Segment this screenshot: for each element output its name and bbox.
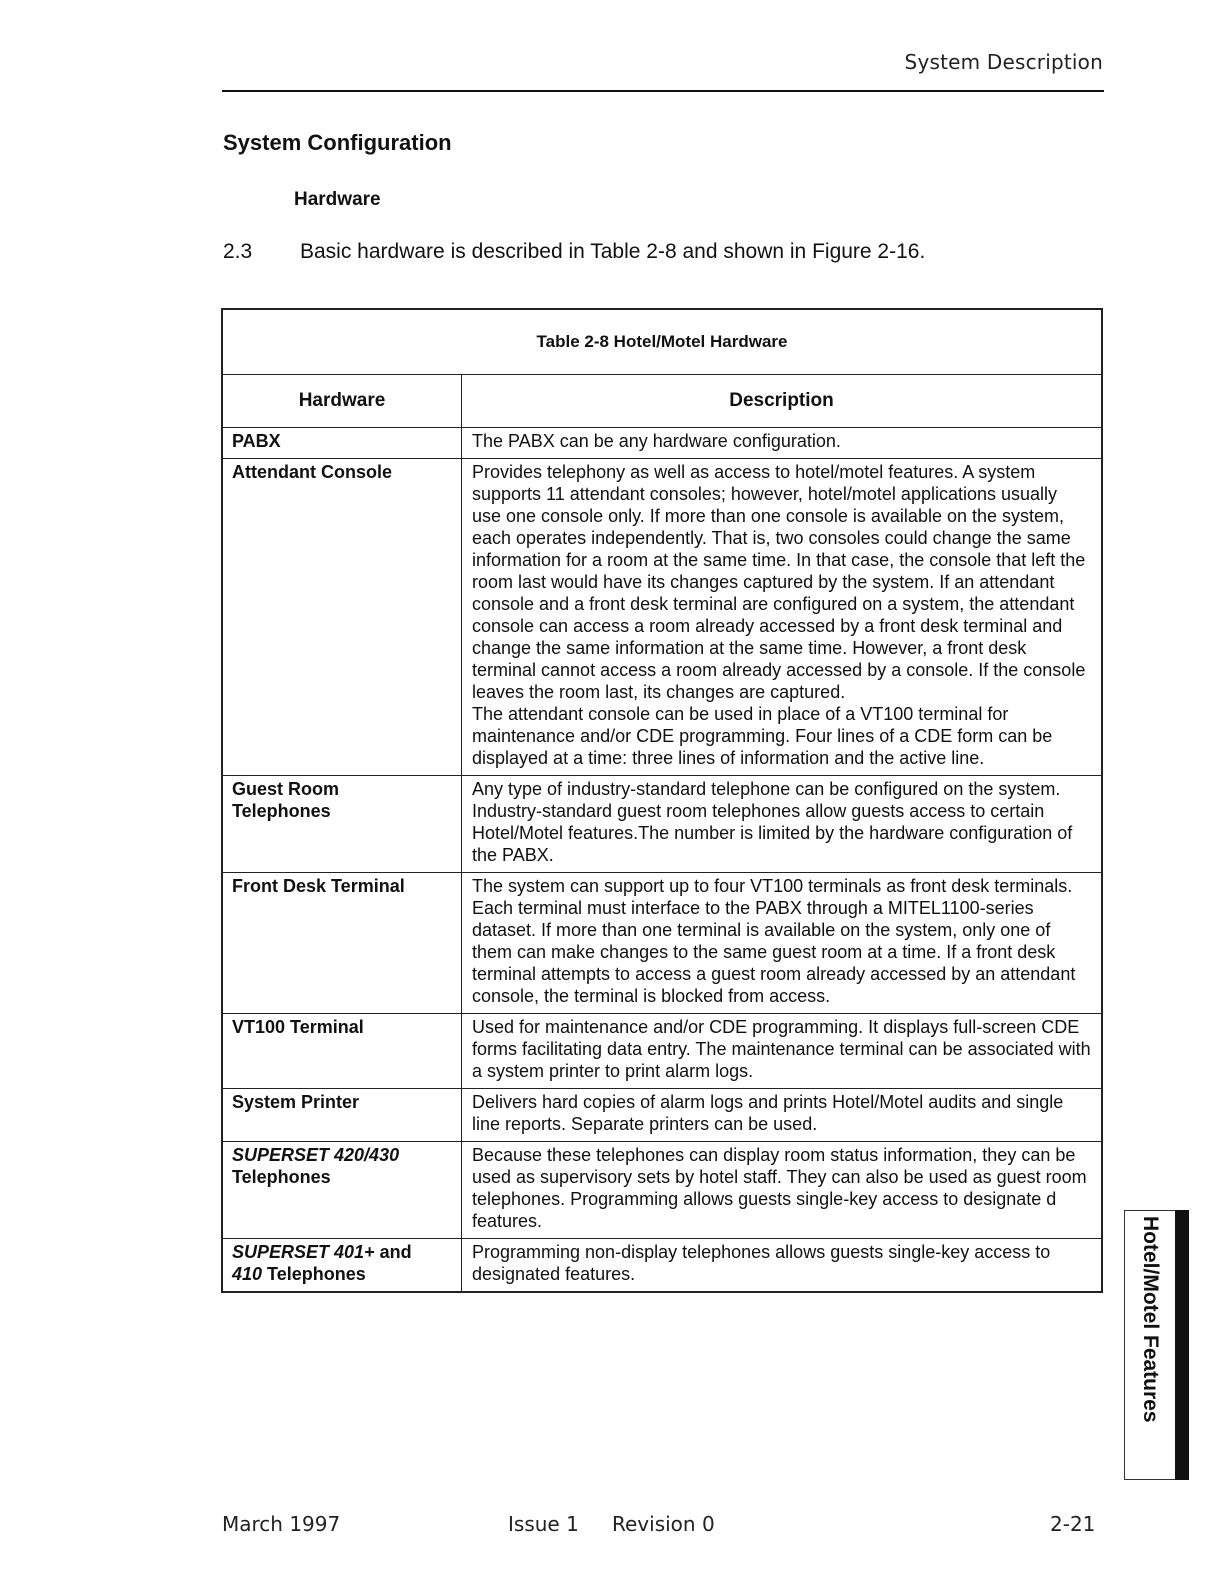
hardware-name: VT100 Terminal (222, 1014, 462, 1089)
column-header-description: Description (462, 375, 1103, 428)
hardware-name (222, 1142, 462, 1239)
hardware-description (462, 776, 1103, 873)
footer-issue: Issue 1 (508, 1512, 579, 1536)
hardware-description (462, 1014, 1103, 1089)
hardware-description (462, 459, 1103, 776)
product-name: SUPERSET 420/430 (232, 1145, 400, 1165)
description-paragraph: Because these telephones can display room status information, they can be used as supervisory sets by hotel staff. They can also be used as guest room telephones. Programming allows guests single-key access to designate d features. (472, 1145, 1087, 1231)
table-row (222, 1014, 1102, 1089)
product-conjunction: and (374, 1242, 417, 1262)
paragraph-text: Basic hardware is described in Table 2-8 and shown in Figure 2-16. (300, 240, 926, 263)
product-name: SUPERSET 401+ (232, 1242, 375, 1262)
hardware-description (462, 428, 1103, 459)
footer-revision: Revision 0 (612, 1512, 715, 1536)
hardware-name: System Printer (222, 1089, 462, 1142)
table-row (222, 459, 1102, 776)
hardware-name: PABX (222, 428, 462, 459)
description-paragraph: Any type of industry-standard telephone can be configured on the system. Industry-standard guest room telephones allow guests access to certain Hotel/Motel features.The number is limited by the hardware configuration of the PABX. (472, 779, 1073, 865)
hardware-table (221, 308, 1103, 1293)
footer-date: March 1997 (222, 1512, 341, 1536)
hardware-description (462, 1142, 1103, 1239)
hardware-name (222, 1239, 462, 1293)
table-row (222, 776, 1102, 873)
table-row (222, 873, 1102, 1014)
description-paragraph: Provides telephony as well as access to hotel/motel features. A system supports 11 attendant consoles; however, hotel/motel applications usually use one console only. If more than one console is available on the system, each operates independently. That is, two consoles could change the same information for a room at the same time. In that case, the console that left the room last would have its changes captured by the system. If an attendant console and a front desk terminal are configured on a system, the attendant console can access a room already accessed by a front desk terminal and change the same information at the same time. However, a front desk terminal cannot access a room already accessed by a console. If the console leaves the room last, its changes are captured. (472, 462, 1086, 702)
description-paragraph: Used for maintenance and/or CDE programming. It displays full-screen CDE forms facilitating data entry. The maintenance terminal can be associated with a system printer to print alarm logs. (472, 1017, 1091, 1081)
description-paragraph: The PABX can be any hardware configuration. (472, 431, 841, 451)
product-suffix: Telephones (232, 1167, 331, 1187)
description-paragraph: Programming non-display telephones allows guests single-key access to designated features. (472, 1242, 1051, 1284)
table-row (222, 428, 1102, 459)
table-row (222, 1239, 1102, 1293)
hardware-name: Guest Room Telephones (222, 776, 462, 873)
footer-page-number: 2-21 (1050, 1512, 1096, 1536)
product-suffix: Telephones (262, 1264, 366, 1284)
product-name-2: 410 (232, 1264, 263, 1284)
chapter-tab-bar (1175, 1210, 1189, 1480)
chapter-tab-label: Hotel/Motel Features (1139, 1216, 1162, 1423)
paragraph-number: 2.3 (223, 240, 253, 263)
table-caption: Table 2-8 Hotel/Motel Hardware (222, 309, 1102, 375)
hardware-description (462, 873, 1103, 1014)
hardware-name: Front Desk Terminal (222, 873, 462, 1014)
table-row (222, 1089, 1102, 1142)
hardware-description (462, 1089, 1103, 1142)
subsection-title: Hardware (294, 189, 381, 210)
description-paragraph: Delivers hard copies of alarm logs and prints Hotel/Motel audits and single line reports. Separate printers can be used. (472, 1092, 1064, 1134)
section-title: System Configuration (223, 130, 452, 155)
description-paragraph: The attendant console can be used in place of a VT100 terminal for maintenance and/or CDE programming. Four lines of a CDE form can be displayed at a time: three lines of information and the active line. (472, 704, 1053, 768)
running-header: System Description (904, 50, 1103, 74)
hardware-description (462, 1239, 1103, 1293)
description-paragraph: The system can support up to four VT100 terminals as front desk terminals. Each terminal must interface to the PABX through a MITEL1100-series dataset. If more than one terminal is available on the system, only one of them can make changes to the same guest room at a time. If a front desk terminal attempts to access a guest room already accessed by an attendant console, the terminal is blocked from access. (472, 876, 1076, 1006)
column-header-hardware: Hardware (222, 375, 462, 428)
table-row (222, 1142, 1102, 1239)
header-rule (222, 90, 1104, 92)
hardware-name: Attendant Console (222, 459, 462, 776)
